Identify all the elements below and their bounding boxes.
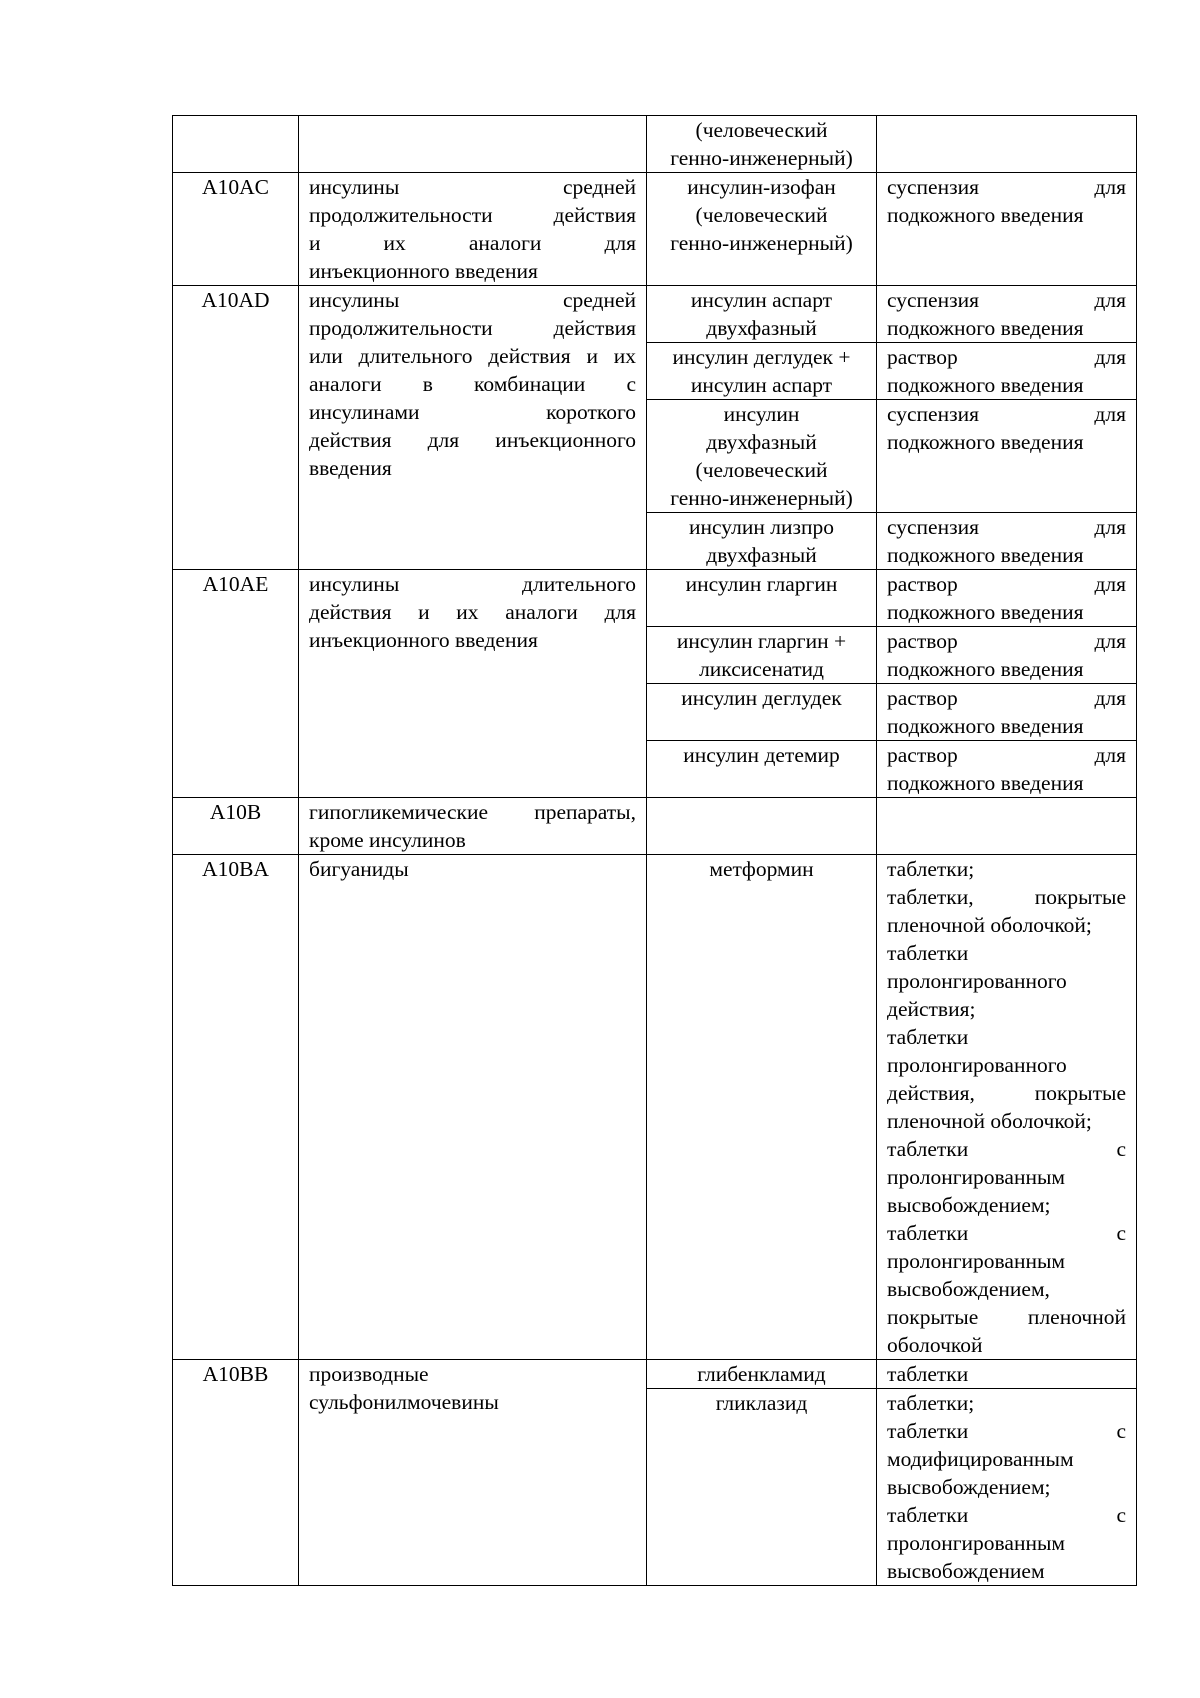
dosage-form-cell (877, 286, 1137, 343)
text-line: ликсисенатид (699, 657, 824, 681)
text-line: таблетки, покрытые (887, 885, 1126, 909)
text-line: таблетки с (887, 1221, 1126, 1245)
text-line: подкожного введения (887, 430, 1084, 454)
text-line: инъекционного введения (309, 259, 538, 283)
dosage-form-cell (877, 513, 1137, 570)
text-line: инсулины средней (309, 175, 636, 199)
substance-cell (647, 1360, 877, 1389)
substance-cell (647, 684, 877, 741)
text-line: инсулинами короткого (309, 400, 636, 424)
text-line: действия; (887, 997, 976, 1021)
text-line: инсулин аспарт (690, 373, 833, 397)
text-line: таблетки с (887, 1137, 1126, 1161)
table-row (173, 1360, 1137, 1389)
text-line: суспензия для (887, 288, 1126, 312)
text-line: кроме инсулинов (309, 828, 466, 852)
text-line: гипогликемические препараты, (309, 800, 636, 824)
text-line: (человеческий (695, 203, 828, 227)
substance-cell (647, 570, 877, 627)
text-line: пролонгированным (887, 1531, 1066, 1555)
text-line: таблетки с (887, 1503, 1126, 1527)
text-line: действия, покрытые (887, 1081, 1126, 1105)
anatomical-group-cell (299, 173, 647, 286)
text-line: инсулины средней (309, 288, 636, 312)
atc-code-cell (173, 116, 299, 173)
text-line: инъекционного введения (309, 628, 538, 652)
text-line: сульфонилмочевины (309, 1390, 499, 1414)
anatomical-group-cell (299, 116, 647, 173)
text-line: подкожного введения (887, 600, 1084, 624)
text-line: бигуаниды (309, 857, 409, 881)
text-line: продолжительности действия (309, 203, 636, 227)
text-line: и их аналоги для (309, 231, 636, 255)
text-line: пролонгированным (887, 1165, 1066, 1189)
text-line: инсулин деглудек (681, 686, 842, 710)
text-line: действия для инъекционного (309, 428, 636, 452)
atc-code-cell: A10AD (173, 286, 299, 570)
text-line: введения (309, 456, 392, 480)
text-line: подкожного введения (887, 771, 1084, 795)
dosage-form-cell (877, 855, 1137, 1360)
dosage-form-cell (877, 570, 1137, 627)
text-line: таблетки (887, 1362, 969, 1386)
text-line: подкожного введения (887, 657, 1084, 681)
text-line: инсулин гларгин + (676, 629, 847, 653)
dosage-form-cell (877, 1389, 1137, 1586)
text-line: инсулин лизпро (689, 515, 834, 539)
dosage-form-cell (877, 400, 1137, 513)
atc-code-cell: A10B (173, 798, 299, 855)
text-line: инсулин гларгин (685, 572, 838, 596)
table-row (173, 855, 1137, 1360)
text-line: инсулин деглудек + (672, 345, 851, 369)
text-line: суспензия для (887, 402, 1126, 426)
text-line: высвобождением; (887, 1475, 1051, 1499)
table-row (173, 116, 1137, 173)
text-line: таблетки; (887, 1391, 975, 1415)
dosage-form-cell (877, 684, 1137, 741)
table-row (173, 570, 1137, 627)
substance-cell (647, 343, 877, 400)
text-line: модифицированным (887, 1447, 1074, 1471)
atc-code-cell: A10AC (173, 173, 299, 286)
text-line: подкожного введения (887, 316, 1084, 340)
text-line: продолжительности действия (309, 316, 636, 340)
dosage-form-cell (877, 173, 1137, 286)
text-line: подкожного введения (887, 203, 1084, 227)
text-line: оболочкой (887, 1333, 983, 1357)
text-line: инсулин аспарт (690, 288, 833, 312)
table-row (173, 798, 1137, 855)
substance-cell (647, 173, 877, 286)
text-line: (человеческий (695, 458, 828, 482)
text-line: метформин (709, 857, 814, 881)
text-line: аналоги в комбинации с (309, 372, 636, 396)
text-line: раствор для (887, 345, 1126, 369)
atc-code-cell: A10BA (173, 855, 299, 1360)
dosage-form-cell (877, 343, 1137, 400)
text-line: действия и их аналоги для (309, 600, 636, 624)
text-line: пролонгированного (887, 1053, 1067, 1077)
text-line: генно-инженерный) (670, 486, 853, 510)
substance-cell (647, 741, 877, 798)
dosage-form-cell (877, 741, 1137, 798)
drug-table-body (173, 116, 1137, 1586)
text-line: раствор для (887, 686, 1126, 710)
text-line: или длительного действия и их (309, 344, 636, 368)
anatomical-group-cell (299, 286, 647, 570)
text-line: покрытые пленочной (887, 1305, 1126, 1329)
anatomical-group-cell (299, 855, 647, 1360)
text-line: двухфазный (706, 316, 817, 340)
substance-cell (647, 116, 877, 173)
text-line: гликлазид (715, 1391, 808, 1415)
substance-cell (647, 513, 877, 570)
anatomical-group-cell (299, 798, 647, 855)
text-line: инсулин-изофан (687, 175, 836, 199)
dosage-form-cell (877, 1360, 1137, 1389)
atc-code-cell: A10AE (173, 570, 299, 798)
text-line: пленочной оболочкой; (887, 913, 1092, 937)
text-line: инсулины длительного (309, 572, 636, 596)
text-line: таблетки; (887, 857, 975, 881)
substance-cell (647, 400, 877, 513)
text-line: двухфазный (706, 543, 817, 567)
text-line: высвобождением; (887, 1193, 1051, 1217)
text-line: таблетки (887, 1025, 969, 1049)
substance-cell (647, 798, 877, 855)
text-line: глибенкламид (697, 1362, 826, 1386)
text-line: высвобождением (887, 1559, 1045, 1583)
text-line: пленочной оболочкой; (887, 1109, 1092, 1133)
anatomical-group-cell (299, 570, 647, 798)
table-row (173, 286, 1137, 343)
text-line: раствор для (887, 629, 1126, 653)
text-line: таблетки с (887, 1419, 1126, 1443)
anatomical-group-cell (299, 1360, 647, 1586)
substance-cell (647, 627, 877, 684)
dosage-form-cell (877, 627, 1137, 684)
text-line: суспензия для (887, 175, 1126, 199)
text-line: раствор для (887, 743, 1126, 767)
drug-table (172, 115, 1137, 1586)
substance-cell (647, 855, 877, 1360)
atc-code-cell: A10BB (173, 1360, 299, 1586)
text-line: раствор для (887, 572, 1126, 596)
text-line: пролонгированного (887, 969, 1067, 993)
text-line: таблетки (887, 941, 969, 965)
text-line: генно-инженерный) (670, 231, 853, 255)
text-line: пролонгированным (887, 1249, 1066, 1273)
text-line: высвобождением, (887, 1277, 1050, 1301)
text-line: суспензия для (887, 515, 1126, 539)
text-line: подкожного введения (887, 373, 1084, 397)
substance-cell (647, 286, 877, 343)
text-line: генно-инженерный) (670, 146, 853, 170)
text-line: (человеческий (695, 118, 828, 142)
text-line: двухфазный (706, 430, 817, 454)
table-row (173, 173, 1137, 286)
text-line: инсулин (723, 402, 800, 426)
text-line: производные (309, 1362, 429, 1386)
substance-cell (647, 1389, 877, 1586)
text-line: подкожного введения (887, 543, 1084, 567)
text-line: подкожного введения (887, 714, 1084, 738)
dosage-form-cell (877, 116, 1137, 173)
text-line: инсулин детемир (683, 743, 840, 767)
dosage-form-cell (877, 798, 1137, 855)
